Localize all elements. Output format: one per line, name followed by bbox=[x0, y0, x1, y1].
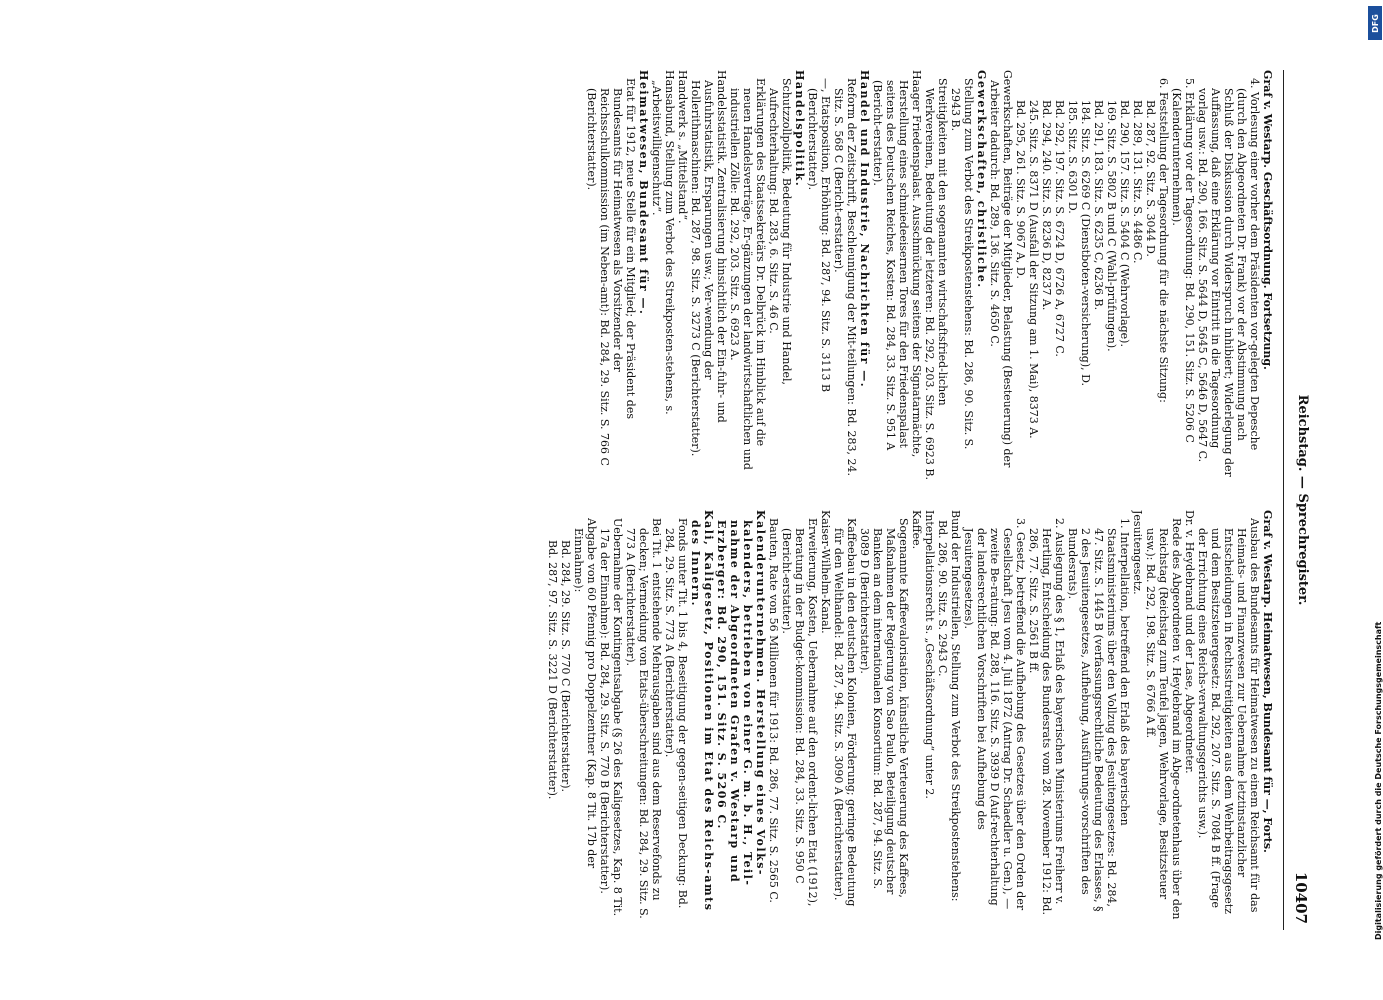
reference-line: Bd. 295, 261. Sitz. S. 9067 A, D. bbox=[1014, 100, 1027, 279]
index-entry: 6. Feststellung der Tagesordnung für die nächste Sitzung: bbox=[1157, 78, 1170, 403]
reference-line: Bd. 289, 131. Sitz. S. 4486 C. bbox=[1131, 100, 1144, 264]
index-heading: Jesuitengesetz. bbox=[1131, 510, 1144, 595]
index-heading: Heimatwesen, Bundesamt für —. bbox=[637, 70, 650, 316]
index-entry: Interpellationsrecht s. „Geschäftsordnung“ unter 2. bbox=[923, 510, 936, 799]
index-entry: Kalenderunternehmen. Herstellung eines Volks-kalenders, betrieben von einer G. m. b. H., Teil-nahme der Abgeordneten Grafen v. Westarp und Erzberger: Bd. 290, 151. Sitz. S. 5206 C. bbox=[715, 510, 767, 887]
index-entry: Hansabund, Stellung zum Verbot des Streikposten-stehens, s. „Arbeitswilligenschutz“. bbox=[650, 70, 676, 415]
index-heading: Gewerkschaften, christliche. bbox=[975, 70, 988, 289]
index-entry: Stellung zum Verbot des Streikpostenstehens: Bd. 286, 90. Sitz. S. 2943 B. bbox=[949, 78, 975, 450]
running-header bbox=[1286, 70, 1310, 930]
index-entry: Bei Tit. 1 entstehende Mehrausgaben sind aus dem Reservefonds zu decken; Vermeidung von Etats-überschreitungen: Bd. 284, 29. Sitz. S. 773 A (Berichterstatter). bbox=[624, 518, 663, 919]
index-heading: Kaffee. bbox=[910, 510, 923, 550]
reference-line: Bd. 292, 197. Sitz. S. 6724 D, 6726 A, 6727 C. bbox=[1053, 100, 1066, 357]
index-entry: Handwerk s. „Mittelstand“. bbox=[676, 70, 689, 224]
reference-line: 185. Sitz. S. 6301 D. bbox=[1066, 100, 1079, 214]
index-entry: —, Etatsposition, Erhöhung: Bd. 287, 94. Sitz. S. 3113 B (Berichterstatter). bbox=[806, 78, 832, 393]
index-entry: Schutzzollpolitik, Bedeutung für Industrie und Handel, Aufrechterhaltung: Bd. 283, 6. Sitz. S. 46 C. bbox=[767, 78, 793, 386]
index-entry: Bauten, Rate von 56 Millionen für 1913: Bd. 286, 77. Sitz. S. 2565 C. bbox=[767, 518, 780, 903]
index-heading: Kali, Kaligesetz, Positionen im Etat des Reichs-amts des Innern. bbox=[689, 510, 715, 912]
index-heading: Dr. v. Heydebrand und der Lase, Abgeordneter. bbox=[1183, 510, 1196, 774]
index-entry: 2. Auslegung des § 1, Erlaß des bayerischen Ministeriums Freiherr v. Hertling, Entscheidung des Bundesrats vom 28. November 1912: Bd. 286, 77. Sitz. S. 2561 B ff. bbox=[1027, 518, 1066, 915]
reference-line: Bd. 287, 97. Sitz. S. 3221 D (Berichterstatter). bbox=[546, 540, 559, 800]
column-heading: Graf v. Westarp. Heimatwesen, Bundesamt für —, Forts. bbox=[1261, 510, 1274, 853]
index-entry: Haager Friedenspalast. Ausschmückung seitens der Signatarmächte, Herstellung eines schmiedeeisernen Tores für den Friedenspalast seitens des Deutschen Reiches, Kosten: Bd. 284, 33. Sitz. S. 951 A (Bericht-erstatter). bbox=[871, 70, 923, 458]
index-entry: Gewerkschaften, Beiträge der Mitglieder, Belastung (Besteuerung) der Arbeiter dadurch: Bd. 289, 136. Sitz. S. 4650 C. bbox=[988, 70, 1014, 468]
index-entry: Uebernahme der Kontingentsabgabe (§ 26 des Kaligesetzes, Kap. 8 Tit. 17a der Einnahme): Bd. 284, 29. Sitz. S. 770 B (Berichterstatter). bbox=[598, 518, 624, 917]
index-entry: Reform der Zeitschrift, Beschleunigung der Mit-teilungen: Bd. 283, 24. Sitz. S. 568 C (Bericht-erstatter). bbox=[832, 78, 858, 476]
index-entry: Bund der Industriellen, Stellung zum Verbot des Streikpostenstehens: Bd. 286, 90. Sitz. S. 2943 C. bbox=[936, 510, 962, 902]
index-entry: Handelsstatistik. Zentralisierung hinsichtlich der Ein-fuhr- und Ausfuhrstatistik, Ersparungen usw.; Ver-wendung der Hollerithmaschinen: Bd. 287, 98. Sitz. S. 3273 C (Berichterstatter). bbox=[689, 70, 728, 457]
right-column bbox=[114, 510, 1274, 920]
reference-line: Bd. 290, 157. Sitz. S. 5404 C (Wehrvorlage). bbox=[1118, 100, 1131, 347]
index-entry: Streitigkeiten mit den sogenannten wirtschaftsfried-lichen Werkvereinen, Bedeutung der letzteren: Bd. 292, 203. Sitz. S. 6923 B. bbox=[923, 78, 949, 480]
reference-line: Bd. 284, 29. Sitz. S. 770 C (Berichterstatter). bbox=[559, 540, 572, 793]
index-entry: Fonds unter Tit. 1 bis 4, Beseitigung der gegen-seitigen Deckung: Bd. 284, 29. Sitz. S. 773 A (Berichterstatter). bbox=[663, 518, 689, 909]
index-entry: Kaffeebau in den deutschen Kolonien, Förderung; geringe Bedeutung für den Welthandel: Bd. 287, 94. Sitz. S. 3090 A (Berichterstatter). bbox=[832, 518, 858, 907]
index-heading: Kaiser-Wilhelm-Kanal. bbox=[819, 510, 832, 634]
dfg-logo bbox=[1368, 6, 1382, 40]
index-heading: Handel und Industrie, Nachrichten für —. bbox=[858, 70, 871, 389]
rotated-print-block bbox=[70, 70, 1310, 930]
column-heading: Graf v. Westarp. Geschäftsordnung. Fortsetzung. bbox=[1261, 70, 1274, 370]
reference-line: 245. Sitz. S. 8371 D (Ausfall der Sitzung am 1. Mai), 8373 A. bbox=[1027, 100, 1040, 439]
index-entry: 3. Gesetz, betreffend die Aufhebung des Gesetzes über den Orden der Gesellschaft Jesu vom 4. Juli 1872 (Antrag Dr. Schaedler u. Gen.), — zweite Be-ratung: Bd. 288, 116. Sitz. S. 3939 D (Auf-rechterhaltung der landesrechtlichen Vorschriften bei Aufhebung des Jesuitengesetzes). bbox=[962, 518, 1027, 911]
reference-line: Bd. 291, 183. Sitz. S. 6235 C, 6236 B. bbox=[1092, 100, 1105, 311]
index-entry: Erklärungen des Staatssekretärs Dr. Delbrück im Hinblick auf die neuen Handelsverträge, Er-gänzungen der landwirtschaftlichen und industriellen Zölle: Bd. 292, 203. Sitz. S. 6923 A. bbox=[728, 78, 767, 470]
reference-line: 169. Sitz. S. 5802 B und C (Wahl-prüfungen). bbox=[1105, 100, 1118, 352]
reference-line: 184. Sitz. S. 6269 C (Dienstboten-versicherung), D. bbox=[1079, 100, 1092, 387]
dfg-logo-text: DFG bbox=[1370, 13, 1380, 33]
index-entry: Rede des Abgeordneten v. Heydebrand im Abge-ordnetenhaus über den Reichstag (Reichstag zum Teufel jagen, Wehrvorlage, Besitzsteuer usw.): Bd. 292, 198. Sitz. S. 6766 A ff. bbox=[1144, 518, 1183, 920]
index-entry: 1. Interpellation, betreffend den Erlaß des bayerischen Staatsministeriums über den Vollzug des Jesuitengesetzes: Bd. 284, 47. Sitz. S. 1445 B (verfassungsrechtliche Bedeutung des Erlasses, § 2 des Jesuitengesetzes, Aufhebung, Ausführungs-vorschriften des Bundesrats). bbox=[1066, 518, 1131, 912]
left-column bbox=[114, 70, 1274, 480]
index-entry: Abgabe von 60 Pfennig pro Doppelzentner (Kap. 8 Tit. 17b der Einnahme): bbox=[572, 518, 598, 869]
reference-line: Bd. 294, 240. Sitz. S. 8236 D, 8237 A. bbox=[1040, 100, 1053, 311]
index-entry: 5. Erklärung vor der Tagesordnung: Bd. 290, 151. Sitz. S. 5206 C (Kalenderunternehmen). bbox=[1170, 78, 1196, 443]
index-entry: Erweiterung, Kosten, Uebernahme auf den ordent-lichen Etat (1912), Beratung in der Budget-kommission: Bd. 284, 33. Sitz. S. 950 C (Bericht-erstatter). bbox=[780, 518, 819, 907]
digitization-credit: Digitalisierung gefördert durch die Deutsche Forschungsgemeinschaft bbox=[1374, 621, 1383, 940]
page-title: Reichstag. — Sprechregister. bbox=[1295, 394, 1310, 606]
header-rule bbox=[1283, 70, 1284, 930]
reference-line: Bd. 287, 92. Sitz. S. 3044 D. bbox=[1144, 100, 1157, 257]
index-entry: Sogenannte Kaffeevalorisation, künstliche Verteuerung des Kaffees, Maßnahmen der Regierung von Sao Paulo, Beteiligung deutscher Banken an dem internationalen Konsortium: Bd. 287, 94. Sitz. S. 3089 D (Berichterstatter). bbox=[858, 518, 910, 898]
page-number: 10407 bbox=[1292, 871, 1310, 924]
index-entry: Etat für 1912, neue Stelle für ein Mitglied; der Präsident des Bundesamts für Heimatwesen als Vorsitzender der Reichsschulkommission (im Neben-amt): Bd. 284, 29. Sitz. S. 766 C (Berichterstatter). bbox=[585, 78, 637, 466]
index-heading: Handelspolitik. bbox=[793, 70, 806, 188]
index-entry: 4. Vorlesung einer vorher dem Präsidenten vor-gelegten Depesche (durch den Abgeordneten Dr. Frank) vor der Abstimmung nach Schluß der Diskussion durch Widerspruch inhibiert; Widerlegung der Auffassung, daß eine Erklärung vor Eintritt in die Tagesordnung vorlag usw.: Bd. 290, 166. Sitz. S. 5644 D, 5645 C, 5646 D, 5647 C. bbox=[1196, 78, 1261, 477]
index-entry: Ausbau des Bundesamts für Heimatwesen zu einem Reichsamt für das Heimats- und Finanzwesen zur Uebernahme letztinstanzlicher Entscheidungen in Rechtsstreitigkeiten aus dem Wehrbeitragsgesetz und dem Besitzsteuergesetz: Bd. 292, 207. Sitz. S. 7084 B ff. (Frage der Errichtung eines Reichs-verwaltungsgerichts usw.). bbox=[1196, 518, 1261, 914]
